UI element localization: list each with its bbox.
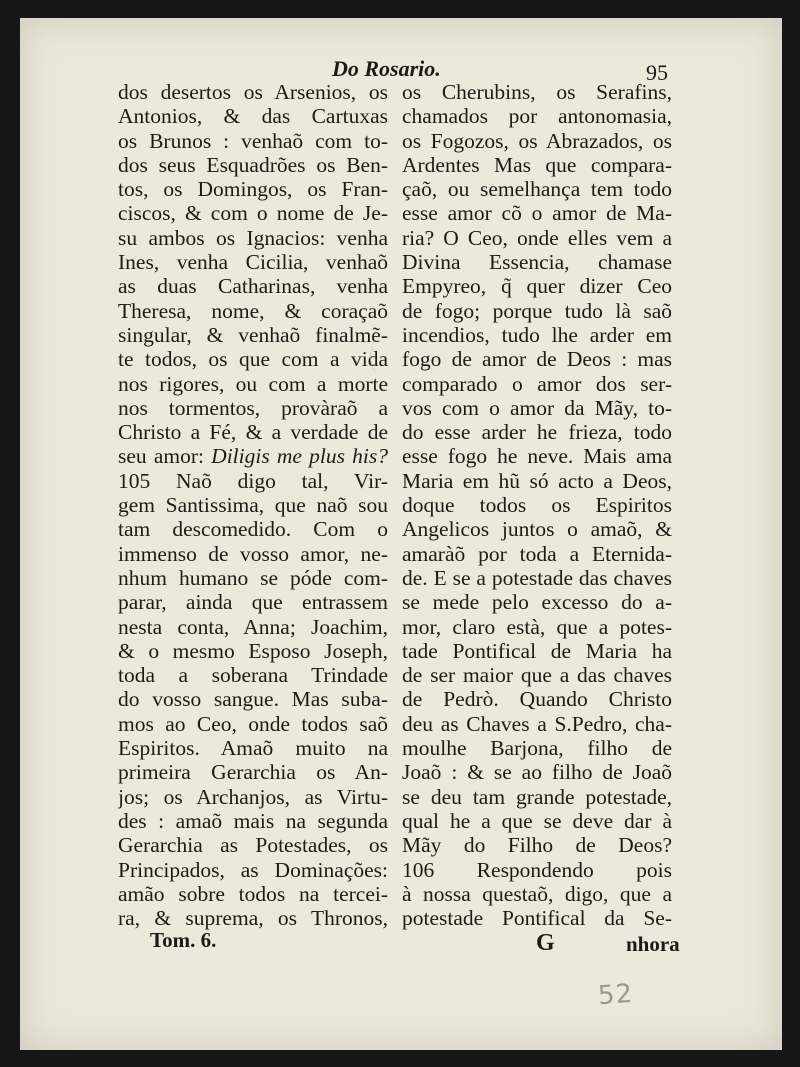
text-line: de Pedrò. Quando Christo — [402, 687, 672, 712]
text-line: tade Pontifical de Maria ha — [402, 638, 672, 663]
text-line: Empyreo, q̃ quer dizer Ceo — [402, 274, 672, 299]
catchword: nhora — [626, 932, 680, 956]
text-line: esse fogo he neve. Mais ama — [402, 444, 672, 469]
text-line: à nossa questaõ, digo, que a — [402, 881, 672, 906]
text-line: des : amaõ mais na segunda — [118, 808, 388, 833]
text-line: comparado o amor dos ser- — [402, 371, 672, 396]
signature-mark: G — [536, 930, 555, 956]
text-line: & o mesmo Esposo Joseph, — [118, 638, 388, 663]
text-line: nos tormentos, provàraõ a — [118, 395, 388, 420]
text-line: nos rigores, ou com a morte — [118, 371, 388, 396]
text-line: deu as Chaves a S.Pedro, cha- — [402, 711, 672, 736]
text-line: os Cherubins, os Serafins, — [402, 80, 672, 104]
text-line: nesta conta, Anna; Joachim, — [118, 614, 388, 639]
text-line: ra, & suprema, os Thronos, — [118, 906, 388, 931]
book-page — [20, 18, 782, 1050]
text-line: potestade Pontifical da Se- — [402, 906, 672, 931]
text-line: jos; os Archanjos, as Virtu- — [118, 784, 388, 809]
text-line: os Brunos : venhaõ com to- — [118, 128, 388, 153]
text-line: ciscos, & com o nome de Je- — [118, 201, 388, 226]
text-line: seu amor: Diligis me plus his? — [118, 444, 388, 469]
text-line: çaõ, ou semelhança tem todo — [402, 177, 672, 202]
text-line: Divina Essencia, chamase — [402, 250, 672, 275]
text-line: se deu tam grande potestade, — [402, 784, 672, 809]
text-line: amaràõ por toda a Eternida- — [402, 541, 672, 566]
text-line: tos, os Domingos, os Fran- — [118, 177, 388, 202]
page-number: 95 — [646, 60, 668, 85]
text-line: Principados, as Dominações: — [118, 857, 388, 882]
text-line: qual he a que se deve dar à — [402, 808, 672, 833]
volume-marker: Tom. 6. — [150, 928, 217, 952]
text-line: toda a soberana Trindade — [118, 663, 388, 688]
text-line: immenso de vosso amor, ne- — [118, 541, 388, 566]
right-column — [402, 80, 672, 930]
text-line: chamados por antonomasia, — [402, 104, 672, 129]
text-line: se mede pelo excesso do a- — [402, 590, 672, 615]
text-line: Christo a Fé, & a verdade de — [118, 420, 388, 445]
text-line: te todos, os que com a vida — [118, 347, 388, 372]
text-line: mos ao Ceo, onde todos saõ — [118, 711, 388, 736]
text-line: Espiritos. Amaõ muito na — [118, 736, 388, 761]
text-line: do vosso sangue. Mas suba- — [118, 687, 388, 712]
text-line: os Fogozos, os Abrazados, os — [402, 128, 672, 153]
text-line: Angelicos juntos o amaõ, & — [402, 517, 672, 542]
text-line: de ser maior que a das chaves — [402, 663, 672, 688]
text-line: dos desertos os Arsenios, os — [118, 80, 388, 104]
text-line: su ambos os Ignacios: venha — [118, 225, 388, 250]
latin-quotation: Diligis me plus his? — [211, 444, 388, 469]
text-line: 105 Naõ digo tal, Vir- — [118, 468, 388, 493]
text-line: Joaõ : & se ao filho de Joaõ — [402, 760, 672, 785]
text-line: amão sobre todos na tercei- — [118, 881, 388, 906]
text-line: Maria em hũ só acto a Deos, — [402, 468, 672, 493]
text-line: Mãy do Filho de Deos? — [402, 833, 672, 858]
text-line: primeira Gerarchia os An- — [118, 760, 388, 785]
left-column — [118, 80, 388, 930]
text-line: do esse arder he frieza, todo — [402, 420, 672, 445]
text-line: ria? O Ceo, onde elles vem a — [402, 225, 672, 250]
binding-fold-mark — [370, 336, 393, 376]
text-line: dos seus Esquadrões os Ben- — [118, 152, 388, 177]
text-line: esse amor cõ o amor de Ma- — [402, 201, 672, 226]
text-line: mor, claro està, que a potes- — [402, 614, 672, 639]
text-line: vos com o amor da Mãy, to- — [402, 395, 672, 420]
text-line: as duas Catharinas, venha — [118, 274, 388, 299]
text-line: Antonios, & das Cartuxas — [118, 104, 388, 129]
text-line: nhum humano se póde com- — [118, 565, 388, 590]
text-line: singular, & venhaõ finalmẽ- — [118, 322, 388, 347]
text-line: Ines, venha Cicilia, venhaõ — [118, 250, 388, 275]
pencil-annotation: 52 — [596, 978, 635, 1012]
text-line: doque todos os Espiritos — [402, 493, 672, 518]
text-line: Gerarchia as Potestades, os — [118, 833, 388, 858]
text-line: Ardentes Mas que compara- — [402, 152, 672, 177]
text-line: de fogo; porque tudo là saõ — [402, 298, 672, 323]
text-line: gem Santissima, que naõ sou — [118, 493, 388, 518]
text-line: moulhe Barjona, filho de — [402, 736, 672, 761]
text-line: 106 Respondendo pois — [402, 857, 672, 882]
text-line: parar, ainda que entrassem — [118, 590, 388, 615]
text-line: tam descomedido. Com o — [118, 517, 388, 542]
text-line: fogo de amor de Deos : mas — [402, 347, 672, 372]
text-line: Theresa, nome, & coraçaõ — [118, 298, 388, 323]
text-line: incendios, tudo lhe arder em — [402, 322, 672, 347]
text-line: de. E se a potestade das chaves — [402, 565, 672, 590]
running-title: Do Rosario. — [332, 56, 441, 81]
